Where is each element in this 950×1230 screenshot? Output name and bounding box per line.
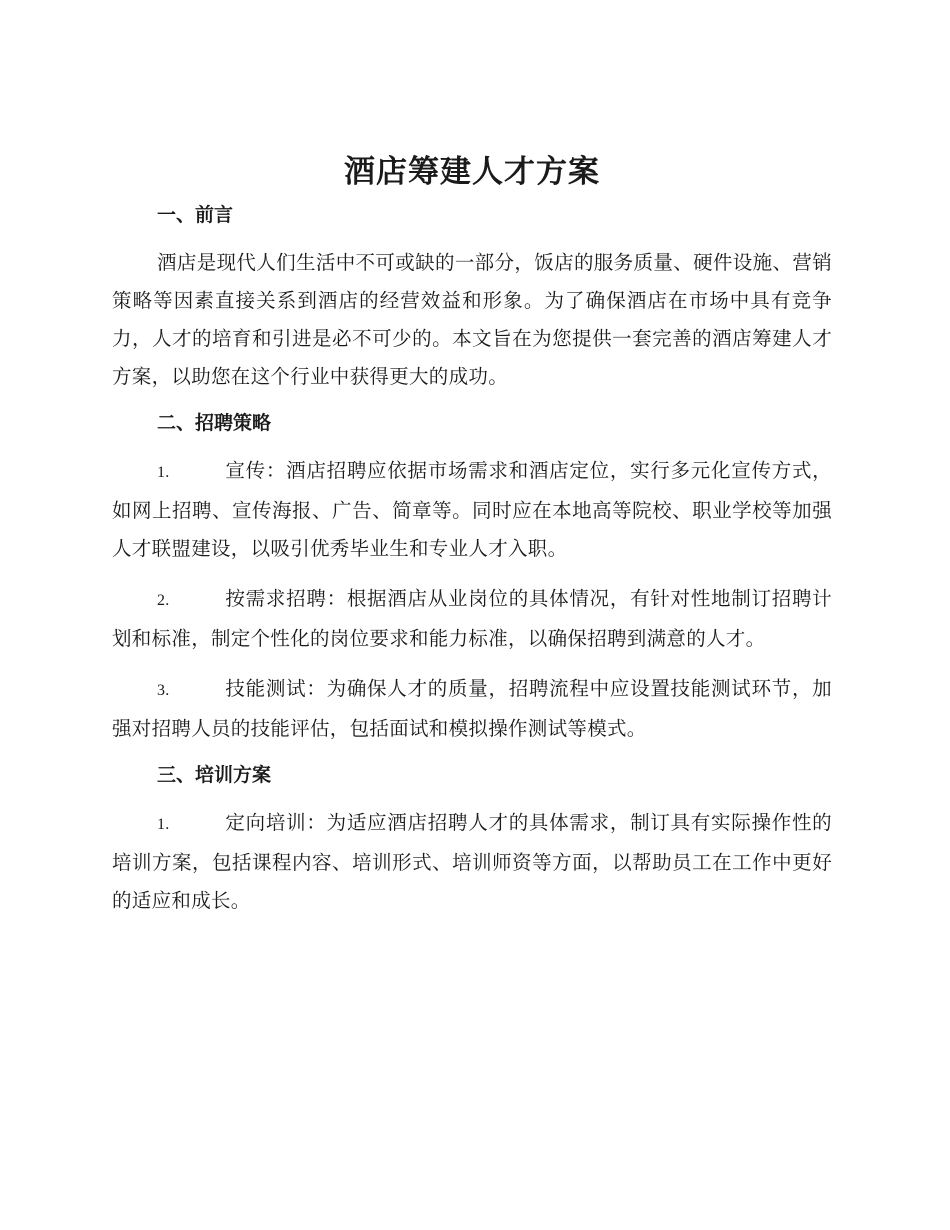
list-item bbox=[112, 452, 832, 568]
list-item-text: 定向培训：为适应酒店招聘人才的具体需求，制订具有实际操作性的培训方案，包括课程内容、培训形式、培训师资等方面，以帮助员工在工作中更好的适应和成长。 bbox=[112, 811, 832, 912]
document-title: 酒店筹建人才方案 bbox=[344, 154, 600, 190]
section-heading: 三、培训方案 bbox=[157, 764, 272, 786]
section-training bbox=[112, 760, 832, 920]
list-item-number: 1. bbox=[157, 464, 170, 481]
list-item-number: 2. bbox=[157, 592, 170, 609]
list-item-text: 技能测试：为确保人才的质量，招聘流程中应设置技能测试环节，加强对招聘人员的技能评估，包括面试和模拟操作测试等模式。 bbox=[112, 677, 832, 740]
section-recruitment bbox=[112, 408, 832, 748]
list-item-number: 1. bbox=[157, 816, 170, 833]
list-item-text: 宣传：酒店招聘应依据市场需求和酒店定位，实行多元化宣传方式，如网上招聘、宣传海报、广告、简章等。同时应在本地高等院校、职业学校等加强人才联盟建设，以吸引优秀毕业生和专业人才入职。 bbox=[112, 459, 832, 560]
section-heading: 二、招聘策略 bbox=[157, 412, 272, 434]
list-item bbox=[112, 670, 832, 748]
section-preface bbox=[112, 200, 832, 396]
list-item-text: 按需求招聘：根据酒店从业岗位的具体情况，有针对性地制订招聘计划和标准，制定个性化的岗位要求和能力标准，以确保招聘到满意的人才。 bbox=[112, 587, 832, 650]
list-item bbox=[112, 580, 832, 658]
document-page bbox=[112, 150, 832, 932]
section-heading: 一、前言 bbox=[157, 204, 234, 226]
list-item bbox=[112, 804, 832, 920]
list-item-number: 3. bbox=[157, 682, 170, 699]
section-paragraph: 酒店是现代人们生活中不可或缺的一部分，饭店的服务质量、硬件设施、营销策略等因素直接关系到酒店的经营效益和形象。为了确保酒店在市场中具有竞争力，人才的培育和引进是必不可少的。本文旨在为您提供一套完善的酒店筹建人才方案，以助您在这个行业中获得更大的成功。 bbox=[112, 251, 832, 388]
